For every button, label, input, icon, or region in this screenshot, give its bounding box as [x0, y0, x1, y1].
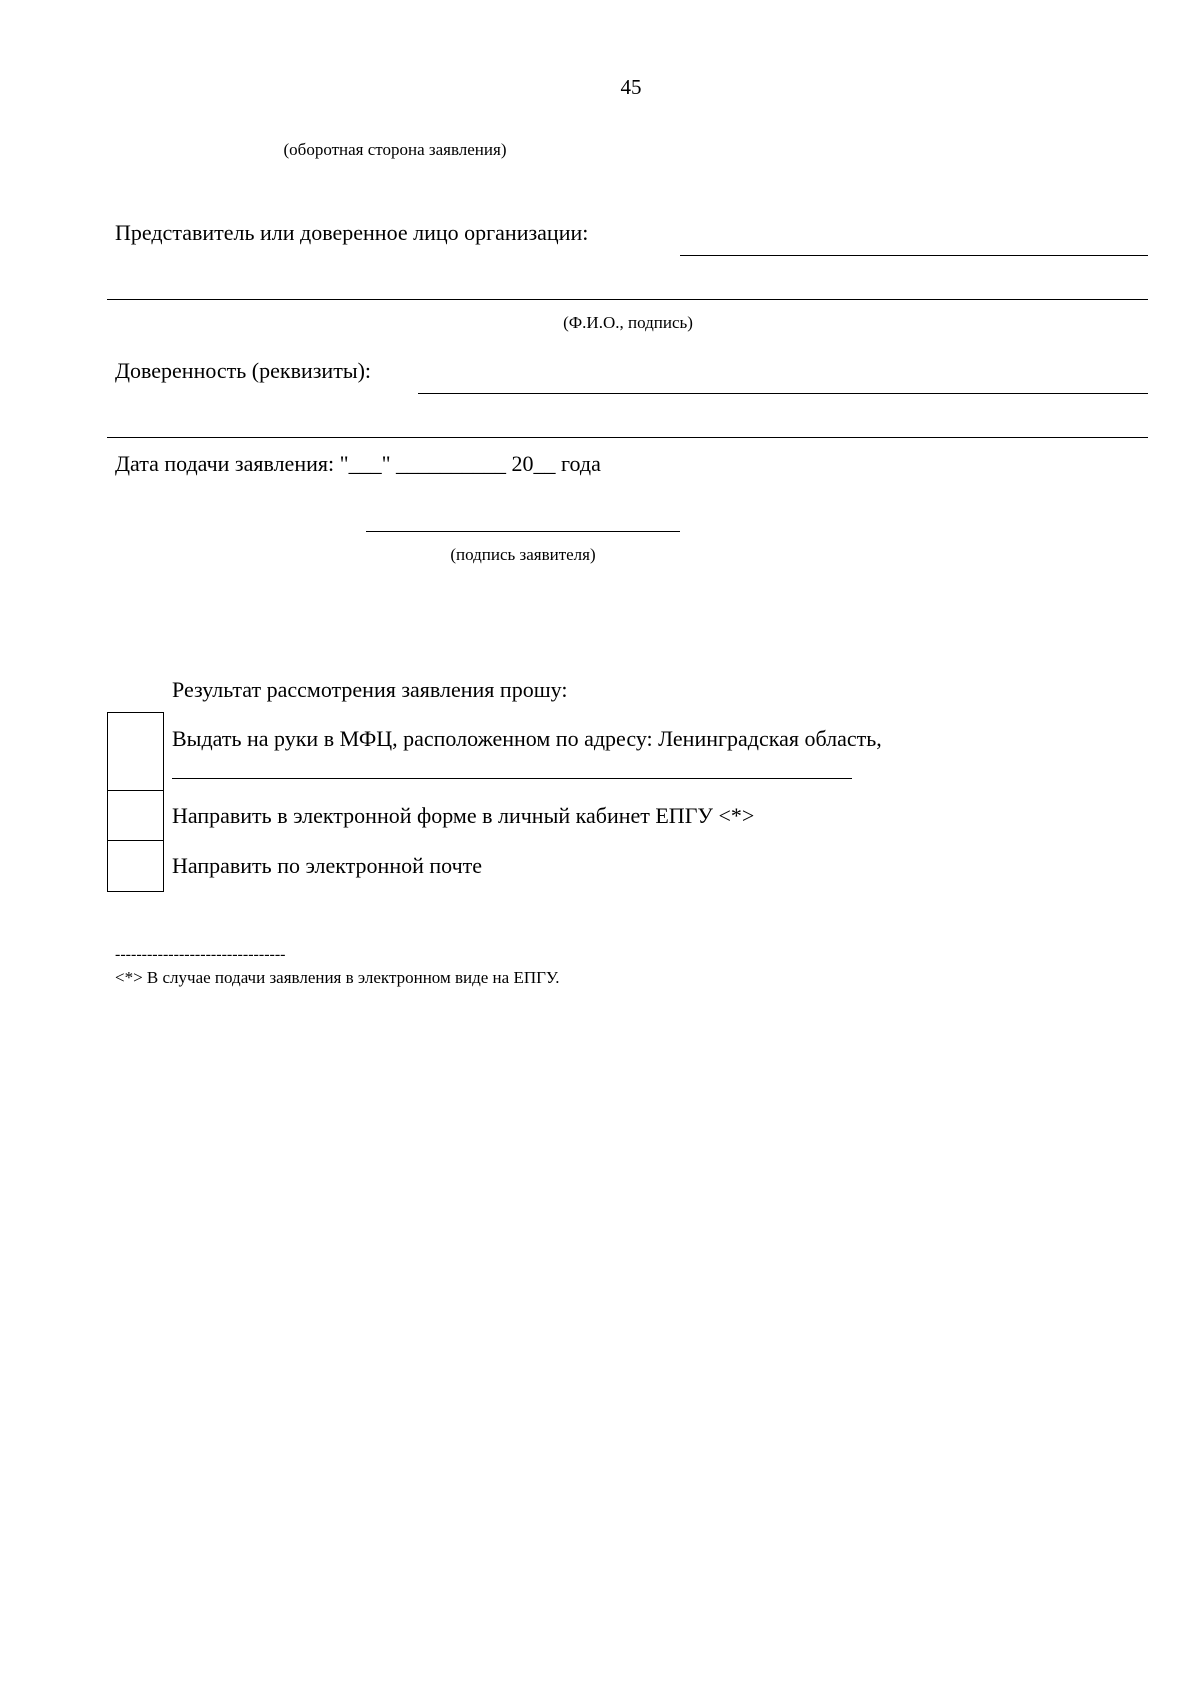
- option-epgu-cabinet-label: Направить в электронной форме в личный кабинет ЕПГУ <*>: [172, 803, 755, 828]
- reverse-side-caption: (оборотная сторона заявления): [283, 140, 507, 159]
- checkbox-email[interactable]: [107, 840, 164, 892]
- applicant-signature-line[interactable]: [366, 531, 680, 532]
- option-mfc-pickup-label: Выдать на руки в МФЦ, расположенном по адресу: Ленинградская область,: [172, 726, 882, 751]
- power-of-attorney-input-line[interactable]: [418, 393, 1148, 394]
- option-email-label: Направить по электронной почте: [172, 853, 483, 878]
- applicant-signature-caption: (подпись заявителя): [450, 545, 596, 564]
- result-request-label: Результат рассмотрения заявления прошу:: [172, 677, 568, 702]
- checkbox-epgu-cabinet[interactable]: [107, 790, 164, 842]
- checkbox-column-divider: [163, 712, 164, 892]
- footnote-text: <*> В случае подачи заявления в электронном виде на ЕПГУ.: [115, 968, 560, 987]
- page-number: 45: [620, 75, 642, 99]
- mfc-address-input-line[interactable]: [172, 778, 852, 779]
- power-of-attorney-continuation-line[interactable]: [107, 437, 1148, 438]
- representative-input-line[interactable]: [680, 255, 1148, 256]
- submission-date-field[interactable]: Дата подачи заявления: "___" __________ 20__ года: [115, 451, 601, 476]
- checkbox-mfc-pickup[interactable]: [107, 712, 164, 792]
- representative-continuation-line[interactable]: [107, 299, 1148, 300]
- footnote-separator: --------------------------------: [115, 946, 286, 963]
- fio-signature-caption: (Ф.И.О., подпись): [563, 313, 693, 332]
- representative-label: Представитель или доверенное лицо организации:: [115, 220, 589, 245]
- power-of-attorney-label: Доверенность (реквизиты):: [115, 358, 372, 383]
